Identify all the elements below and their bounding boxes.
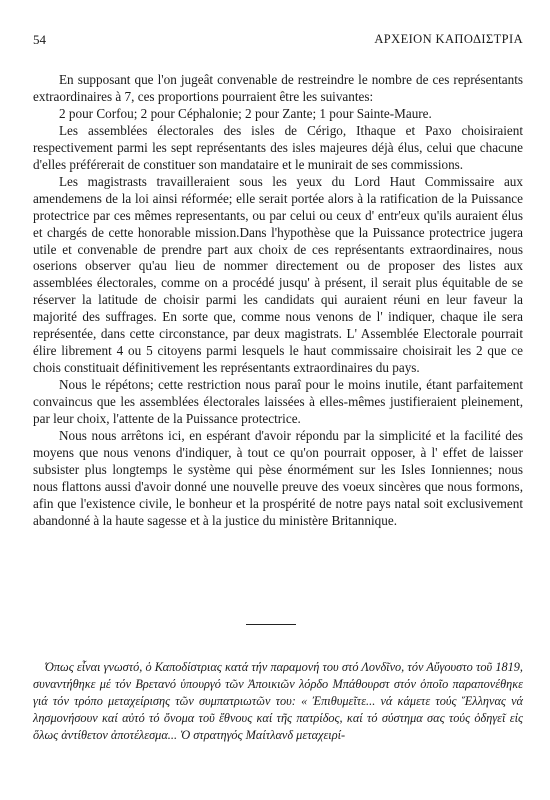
page-header: [33, 32, 523, 52]
paragraph: Nous le répétons; cette restriction nous paraî pour le moins inutile, étant parfaitement convaincus que les assemblées électorales laissées à elles-mêmes justifieraient pleinement, par leur choix, l'attente de la Puissance protectrice.: [33, 377, 523, 427]
main-text: [33, 72, 523, 530]
paragraph: Nous nous arrêtons ici, en espérant d'avoir répondu par la simplicité et la facilité des moyens que nous venons d'indiquer, à tout ce qu'on pourrait opposer, à l' effet de laisser subsister plus longtemps le système qui pèse énormément sur les Isles Ionniennes; nous nous flattons aussi d'avoir donné une nouvelle preuve des voeux sincères que nous formons, afin que l'existence civile, le bonheur et la prospérité de notre pays natal soit exclusivement abandonné à la haute sagesse et à la justice du ministère Britannique.: [33, 428, 523, 528]
page-number: 54: [33, 32, 46, 47]
footnote-text: Όπως εἶναι γνωστό, ὁ Καποδίστριας κατά τήν παραμονή του στό Λονδῖνο, τόν Αὔγουστο τοῦ 1819, συναντήθηκε μέ τόν Βρετανό ὑπουργό τῶν Ἀποικιῶν λόρδο Μπάθουρστ στόν ὁποῖο παραπονέθηκε γιά τόν τρόπο μεταχείρισης τῶν συμπατριωτῶν του: « Ἐπιθυμεῖτε... νά κάμετε τούς Ἕλληνας νά λησμονήσουν καί αὐτό τό ὄνομα τοῦ ἔθνους καί τῆς πατρίδος, καί τό σύστημα σας τούς ὁδηγεῖ εἰς ὅλως ἀντίθετον ἀποτέλεσμα... Ὁ στρατηγός Μαίτλανδ μεταχειρί-: [33, 660, 523, 742]
paragraph: Les assemblées électorales des isles de Cérigo, Ithaque et Paxo choisiraient respectivement parmi les sept représentants des isles majeures déjà élus, celui que chacune d'elles préférerait de constituer son mandataire et le munirait de ses commissions.: [33, 122, 523, 172]
footnote-divider: [246, 624, 296, 625]
running-title: ΑΡΧΕΙΟΝ ΚΑΠΟΔΙΣΤΡΙΑ: [374, 32, 523, 46]
paragraph: Les magistrasts travailleraient sous les yeux du Lord Haut Commissaire aux amendemens de la loi ainsi réformée; elle serait portée alors à la ratification de la Puissance protectrice par ces mêmes representants, ou par celui ou ceux d' entr'eux qu'ils auraient élus et chargés de cette honorable mission.Dans l'hypothèse que la Puissance protectrice jugera utile et convenable de prendre part aux choix de ces représentants extraordinaires, nous oserions observer qu'au lieu de nommer directement ou de proposer des listes aux assemblées électorales, comme on a procédé jusqu' à présent, il serait plus équitable de se réserver la latitude de choisir parmi les candidats qui auraient réuni en leur faveur la majorité des suffrages. En sorte que, comme nous venons de l' indiquer, chaque ile sera représentée, dans cette circonstance, par deux magistrats. L' Assemblée Electorale pourrait élire librement 4 ou 5 citoyens parmi lesquels le haut commissaire choisirait les 2 que ce chois constituait définitivement les représentants extraordinaires du pays.: [33, 173, 523, 376]
paragraph: 2 pour Corfou; 2 pour Céphalonie; 2 pour Zante; 1 pour Sainte-Maure.: [59, 105, 432, 121]
footnote: [33, 659, 523, 744]
paragraph: En supposant que l'on jugeât convenable de restreindre le nombre de ces représentants extraordinaires à 7, ces proportions pourraient être les suivantes:: [33, 72, 523, 104]
